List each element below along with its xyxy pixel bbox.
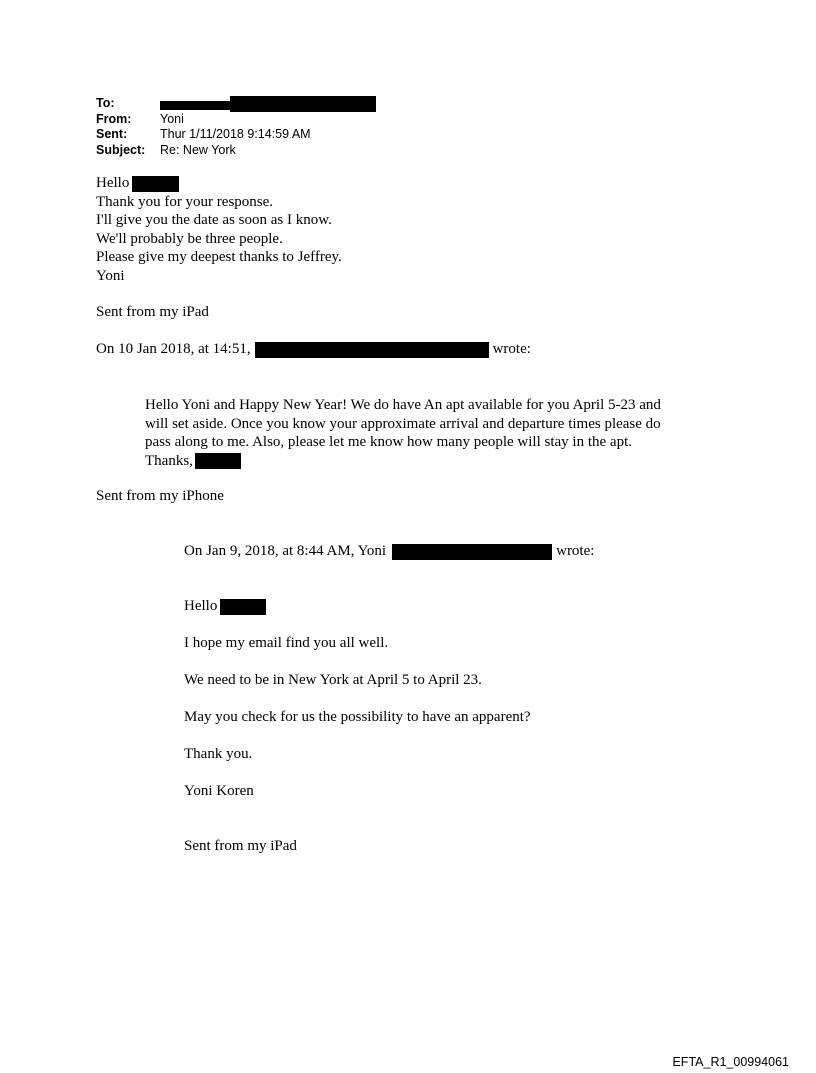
reply-line: Please give my deepest thanks to Jeffrey. xyxy=(96,249,342,265)
from-value: Yoni xyxy=(160,111,184,126)
redaction-box xyxy=(392,544,552,560)
quote2-greeting: Hello xyxy=(184,598,218,614)
redaction-box xyxy=(255,342,489,358)
document-id: EFTA_R1_00994061 xyxy=(672,1055,789,1069)
sent-row xyxy=(96,127,376,143)
quote2-paragraph: I hope my email find you all well. xyxy=(184,635,389,651)
reply-line: Thank you for your response. xyxy=(96,193,274,210)
subject-row xyxy=(96,143,376,159)
subject-value: Re: New York xyxy=(160,142,236,157)
to-row xyxy=(96,96,376,112)
from-row xyxy=(96,112,376,128)
quote2-signature: Sent from my iPad xyxy=(184,838,297,854)
quote2-signoff: Yoni Koren xyxy=(184,783,254,799)
reply-greeting-line xyxy=(96,174,342,193)
quote1-intro-prefix: On 10 Jan 2018, at 14:51, xyxy=(96,341,251,357)
quote2-intro xyxy=(184,542,594,561)
sent-value: Thur 1/11/2018 9:14:59 AM xyxy=(160,127,311,141)
quote1-intro-suffix: wrote: xyxy=(492,341,531,357)
quote1-signature: Sent from my iPhone xyxy=(96,488,224,504)
redaction-box xyxy=(195,453,241,469)
reply-line: We'll probably be three people. xyxy=(96,230,283,247)
to-value xyxy=(160,96,376,112)
sent-label: Sent: xyxy=(96,127,128,141)
quote1-intro xyxy=(96,340,531,359)
quote2-greeting-line xyxy=(184,597,266,616)
redaction-box xyxy=(230,96,376,112)
quote2-paragraph: We need to be in New York at April 5 to April 23. xyxy=(184,672,482,688)
quote1-body xyxy=(145,396,675,470)
redaction-box xyxy=(160,101,230,110)
reply-greeting: Hello xyxy=(96,175,130,191)
quote2-intro-suffix: wrote: xyxy=(556,543,595,559)
subject-label: Subject: xyxy=(96,142,146,157)
quote2-intro-prefix: On Jan 9, 2018, at 8:44 AM, Yoni xyxy=(184,543,387,559)
redaction-box xyxy=(220,599,266,615)
from-label: From: xyxy=(96,111,132,126)
reply-signature: Sent from my iPad xyxy=(96,304,209,320)
to-label: To: xyxy=(96,96,115,110)
quote1-text: Hello Yoni and Happy New Year! We do have An apt available for you April 5-23 and will set aside. Once you know your approximate arrival and departure times please do pass along to me. Also, please let me know how many people will stay in the apt. Thanks, xyxy=(145,397,661,469)
reply-line: I'll give you the date as soon as I know. xyxy=(96,212,332,228)
quote2-paragraph: Thank you. xyxy=(184,746,253,762)
quote2-paragraph: May you check for us the possibility to have an apparent? xyxy=(184,709,531,725)
reply-body xyxy=(96,174,342,285)
reply-line: Yoni xyxy=(96,267,125,284)
redaction-box xyxy=(132,176,179,192)
email-header xyxy=(96,96,376,158)
